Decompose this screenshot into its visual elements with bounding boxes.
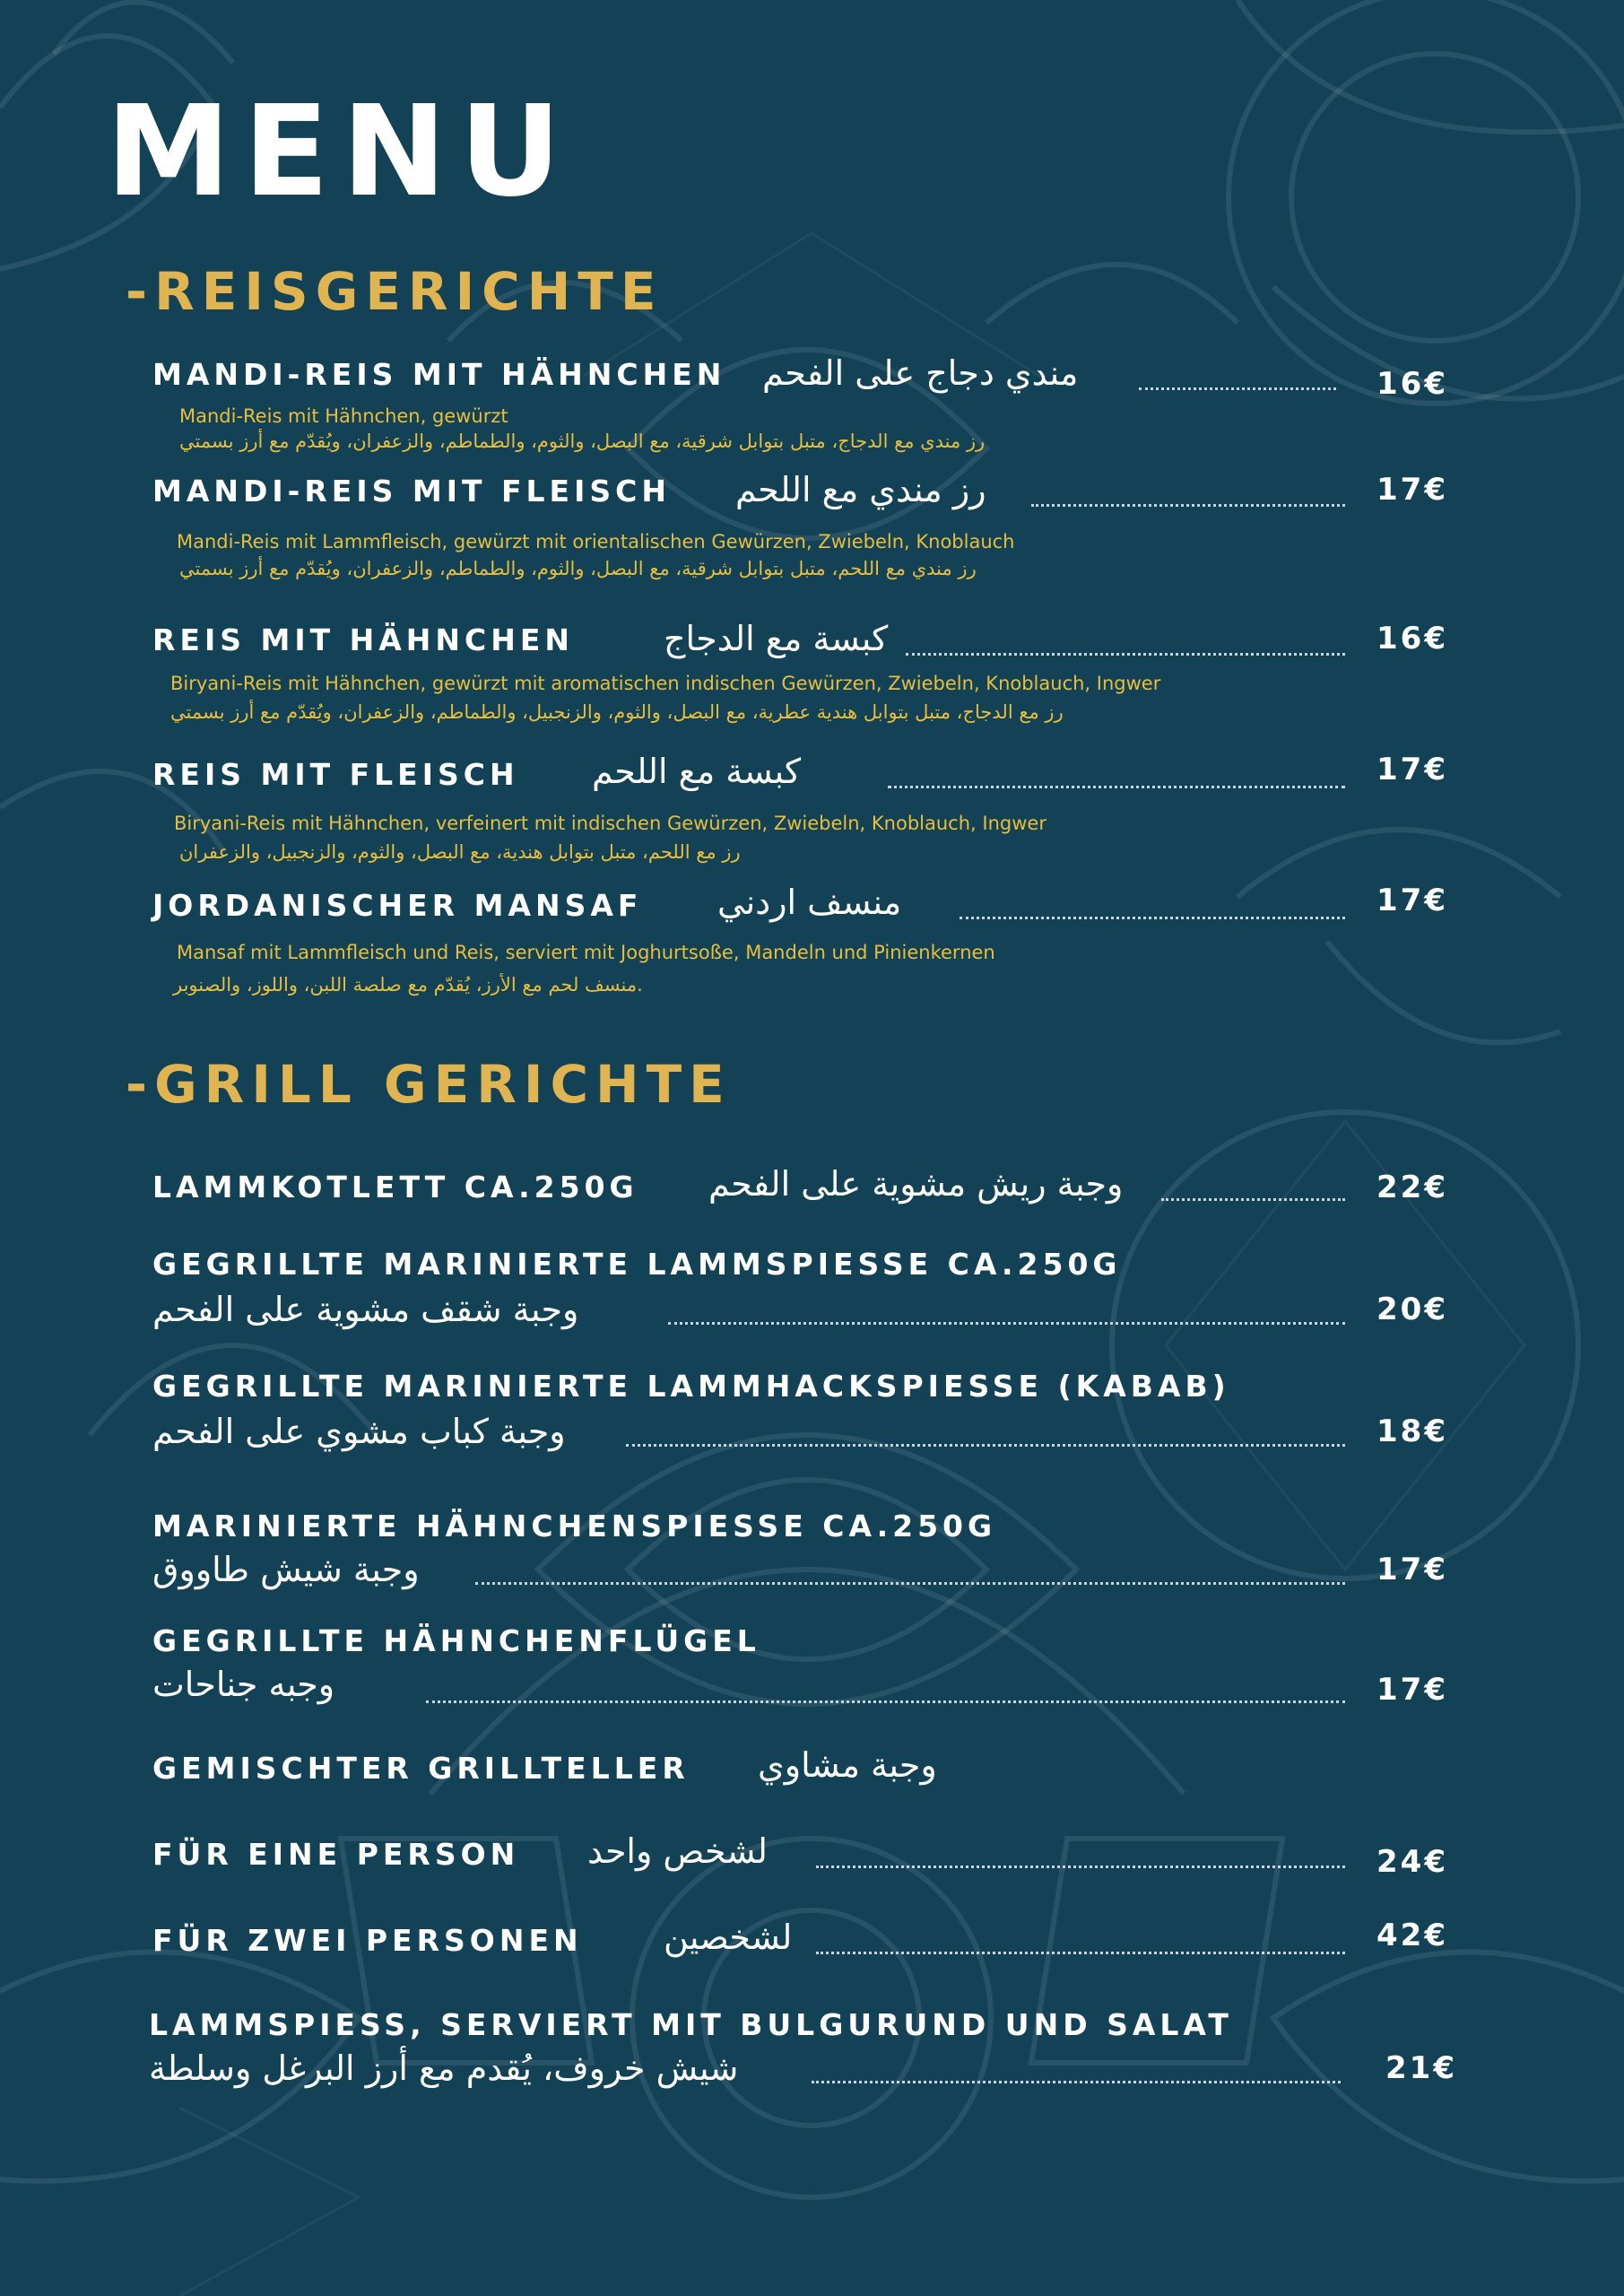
menu-item-price: 20€	[1376, 1292, 1448, 1327]
menu-item-name-arabic: لشخصين	[664, 1918, 793, 1957]
menu-item-name: REIS MIT FLEISCH	[152, 757, 519, 792]
dot-leader	[668, 1322, 1345, 1325]
menu-item-name: FÜR EINE PERSON	[152, 1837, 520, 1872]
menu-item-name: JORDANISCHER MANSAF	[152, 888, 643, 923]
dot-leader	[960, 917, 1345, 919]
menu-item-name: MANDI-REIS MIT HÄHNCHEN	[152, 357, 726, 392]
menu-item-price: 17€	[1376, 472, 1448, 508]
dot-leader	[426, 1700, 1345, 1703]
dot-leader	[1161, 1198, 1345, 1201]
dot-leader	[475, 1582, 1345, 1585]
menu-item-name-arabic: وجبة مشاوي	[758, 1745, 937, 1785]
menu-item-description-arabic: رز مندي مع اللحم، متبل بتوابل شرقية، مع البصل، والثوم، والطماطم، والزعفران، ويُقدّم مع أرز بسمتي	[179, 558, 977, 579]
menu-item-name: MARINIERTE HÄHNCHENSPIESSE CA.250G	[152, 1509, 997, 1544]
menu-item-name-arabic: وجبه جناحات	[152, 1665, 335, 1704]
menu-item-name: REIS MIT HÄHNCHEN	[152, 622, 574, 657]
menu-item-name-arabic: شيش خروف، يُقدم مع أرز البرغل وسلطة	[149, 2048, 739, 2088]
menu-item-price: 17€	[1376, 752, 1448, 787]
dot-leader	[816, 1952, 1345, 1954]
menu-item-name-arabic: لشخص واحد	[587, 1831, 768, 1871]
menu-item-price: 18€	[1376, 1413, 1448, 1449]
menu-item-name-arabic: كبسة مع اللحم	[592, 752, 802, 791]
menu-item-price: 42€	[1376, 1918, 1448, 1953]
menu-item-name-arabic: منسف اردني	[717, 883, 902, 922]
dot-leader	[816, 1866, 1345, 1868]
section-heading-grill-gerichte: -GRILL GERICHTE	[126, 1054, 732, 1115]
menu-item-name-arabic: وجبة شقف مشوية على الفحم	[152, 1290, 579, 1329]
menu-item-name: GEGRILLTE HÄHNCHENFLÜGEL	[152, 1623, 760, 1658]
menu-item-price: 17€	[1376, 883, 1448, 918]
menu-item-description: Biryani-Reis mit Hähnchen, verfeinert mit indischen Gewürzen, Zwiebeln, Knoblauch, Ingwer	[174, 813, 1046, 834]
menu-item-name-arabic: رز مندي مع اللحم	[735, 470, 986, 509]
menu-item-price: 24€	[1376, 1844, 1448, 1880]
menu-item-price: 17€	[1376, 1672, 1448, 1708]
menu-item-description-arabic: منسف لحم مع الأرز، يُقدّم مع صلصة اللبن، واللوز، والصنوبر.	[173, 974, 643, 996]
menu-item-name: GEGRILLTE MARINIERTE LAMMHACKSPIESSE (KABAB)	[152, 1369, 1230, 1404]
menu-item-description-arabic: رز مع الدجاج، متبل بتوابل هندية عطرية، مع البصل، والثوم، والزنجبيل، والطماطم، والزعفران، ويُقدّم مع أرز بسمتي	[170, 701, 1064, 723]
menu-item-name-arabic: وجبة ريش مشوية على الفحم	[708, 1164, 1124, 1204]
menu-item-description: Biryani-Reis mit Hähnchen, gewürzt mit aromatischen indischen Gewürzen, Zwiebeln, Knoblauch, Ingwer	[170, 673, 1161, 694]
menu-item-description: Mandi-Reis mit Hähnchen, gewürzt	[179, 405, 508, 427]
menu-item-description: Mansaf mit Lammfleisch und Reis, serviert mit Joghurtsoße, Mandeln und Pinienkernen	[177, 942, 995, 963]
menu-item-description-arabic: رز مندي مع الدجاج، متبل بتوابل شرقية، مع البصل، والثوم، والطماطم، والزعفران، ويُقدّم مع أرز بسمتي	[179, 430, 986, 452]
menu-item-description-arabic: رز مع اللحم، متبل بتوابل هندية، مع البصل، والثوم، والزنجبيل، والزعفران	[179, 841, 741, 863]
dot-leader	[906, 653, 1345, 656]
menu-item-name: GEGRILLTE MARINIERTE LAMMSPIESSE CA.250G	[152, 1247, 1122, 1282]
dot-leader	[626, 1444, 1345, 1447]
menu-item-name-arabic: وجبة كباب مشوي على الفحم	[152, 1412, 566, 1451]
menu-item-price: 17€	[1376, 1552, 1448, 1587]
menu-item-name-arabic: كبسة مع الدجاج	[664, 619, 889, 658]
menu-title: MENU	[106, 79, 574, 225]
menu-item-name-arabic: مندي دجاج على الفحم	[762, 353, 1079, 393]
section-heading-reisgerichte: -REISGERICHTE	[126, 261, 664, 322]
dot-leader	[888, 786, 1345, 788]
menu-item-name: LAMMSPIESS, SERVIERT MIT BULGURUND UND SALAT	[149, 2007, 1233, 2042]
dot-leader	[812, 2081, 1341, 2083]
menu-item-price: 22€	[1376, 1170, 1448, 1205]
menu-item-price: 21€	[1385, 2050, 1457, 2086]
menu-item-price: 16€	[1376, 621, 1448, 657]
menu-item-description: Mandi-Reis mit Lammfleisch, gewürzt mit orientalischen Gewürzen, Zwiebeln, Knoblauch	[177, 531, 1015, 552]
menu-item-name: LAMMKOTLETT CA.250G	[152, 1170, 638, 1205]
menu-item-name: MANDI-REIS MIT FLEISCH	[152, 474, 671, 509]
menu-item-name: GEMISCHTER GRILLTELLER	[152, 1751, 690, 1786]
menu-item-price: 16€	[1376, 366, 1448, 402]
dot-leader	[1031, 504, 1345, 507]
menu-item-name: FÜR ZWEI PERSONEN	[152, 1923, 583, 1958]
menu-item-name-arabic: وجبة شيش طاووق	[152, 1550, 420, 1589]
dot-leader	[1139, 387, 1336, 390]
